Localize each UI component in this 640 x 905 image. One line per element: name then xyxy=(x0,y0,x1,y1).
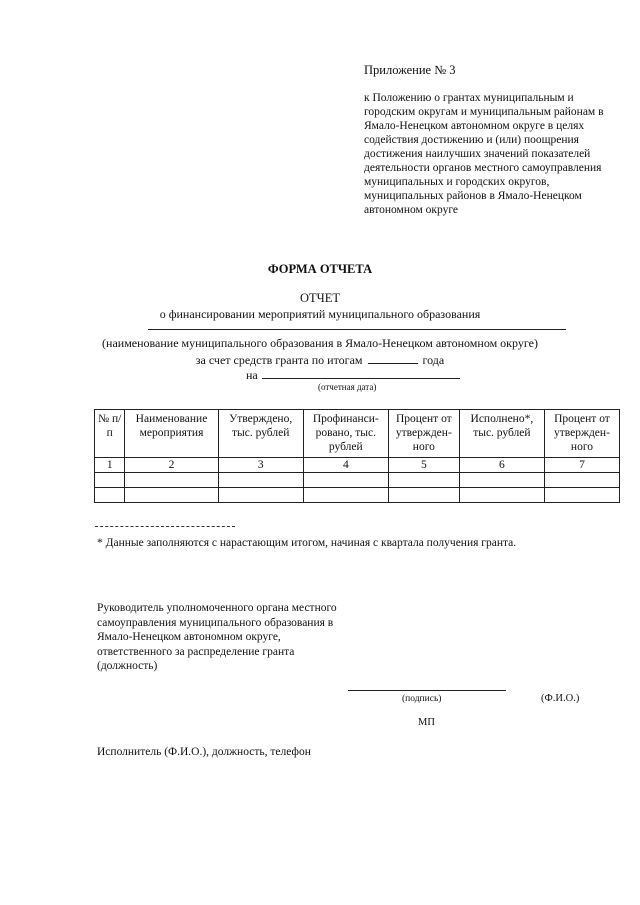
form-title: ФОРМА ОТЧЕТА xyxy=(267,262,373,276)
table-row xyxy=(95,488,620,503)
column-number: 6 xyxy=(459,458,544,473)
signature-line xyxy=(348,690,506,691)
column-number: 1 xyxy=(95,458,125,473)
table-cell xyxy=(459,473,544,488)
year-blank xyxy=(368,352,418,364)
date-caption: (отчетная дата) xyxy=(318,382,377,392)
date-blank xyxy=(262,367,460,379)
na-label: на xyxy=(246,368,258,382)
table-cell xyxy=(125,488,218,503)
column-number: 4 xyxy=(303,458,388,473)
header-number: № п/п xyxy=(95,410,125,458)
table-cell xyxy=(388,473,459,488)
table-header-row xyxy=(95,410,620,458)
column-number: 3 xyxy=(218,458,303,473)
table-row xyxy=(95,473,620,488)
table-cell xyxy=(218,488,303,503)
header-executed: Исполнено*, тыс. рублей xyxy=(459,410,544,458)
grant-prefix: за счет средств гранта по итогам xyxy=(195,353,363,367)
signature-caption: (подпись) xyxy=(402,694,442,704)
report-title: ОТЧЕТ xyxy=(299,291,341,305)
header-percent-executed: Процент от утвержден-ного xyxy=(544,410,619,458)
table-cell xyxy=(125,473,218,488)
grant-suffix: года xyxy=(422,353,445,367)
report-date-line xyxy=(246,367,460,383)
org-name-line xyxy=(148,329,566,330)
column-number: 5 xyxy=(388,458,459,473)
table-cell xyxy=(303,473,388,488)
appendix-text: к Положению о грантах муниципальным и городским округам и муниципальным районам в Ямало-Ненецком автономном округе в целях содействия достижению и (или) поощрения достижения наилучших значений показателей деятельности органов местного самоуправления муниципальных и городских округов, муниципальных районов в Ямало-Ненецком автономном округе xyxy=(364,92,604,216)
executor-line: Исполнитель (Ф.И.О.), должность, телефон xyxy=(97,746,311,758)
report-table xyxy=(94,409,620,503)
grant-period-line xyxy=(0,352,640,368)
appendix-title: Приложение № 3 xyxy=(364,63,456,77)
head-position-text: Руководитель уполномоченного органа местного самоуправления муниципального образования в Ямало-Ненецком автономном округе, ответственного за распределение гранта (должность) xyxy=(97,602,337,672)
fio-caption: (Ф.И.О.) xyxy=(541,693,580,704)
table-cell xyxy=(388,488,459,503)
header-percent-financed: Процент от утвержден-ного xyxy=(388,410,459,458)
table-cell xyxy=(544,473,619,488)
table-cell xyxy=(218,473,303,488)
header-event-name: Наименование мероприятия xyxy=(125,410,218,458)
header-financed: Профинанси-ровано, тыс. рублей xyxy=(303,410,388,458)
table-cell xyxy=(95,473,125,488)
stamp-place: МП xyxy=(418,717,435,728)
table-cell xyxy=(459,488,544,503)
column-number: 2 xyxy=(125,458,218,473)
table-column-numbers-row xyxy=(95,458,620,473)
footnote: * Данные заполняются с нарастающим итогом, начиная с квартала получения гранта. xyxy=(97,537,517,549)
table-cell xyxy=(303,488,388,503)
report-subtitle: о финансировании мероприятий муниципального образования xyxy=(159,307,481,321)
footnote-separator xyxy=(95,526,235,527)
header-approved: Утверждено, тыс. рублей xyxy=(218,410,303,458)
column-number: 7 xyxy=(544,458,619,473)
table-cell xyxy=(95,488,125,503)
table-cell xyxy=(544,488,619,503)
org-name-caption: (наименование муниципального образования в Ямало-Ненецком автономном округе) xyxy=(102,336,538,350)
